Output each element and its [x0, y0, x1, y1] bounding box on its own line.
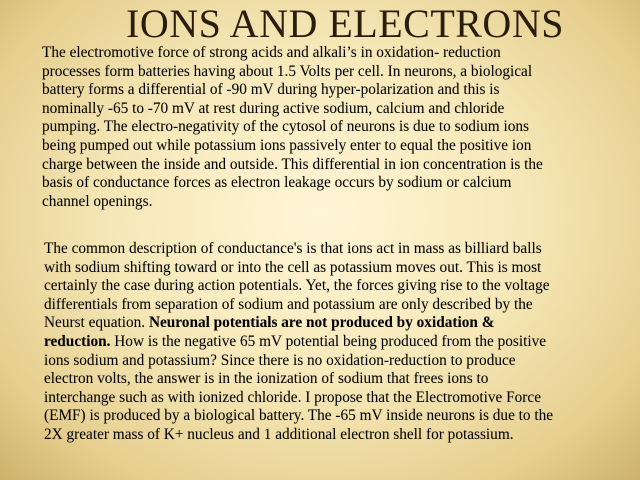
paragraph-1-line: basis of conductance forces as electron leakage occurs by sodium or calcium — [42, 174, 512, 192]
paragraph-1-line: charge between the inside and outside. This differential in ion concentration is the — [42, 155, 543, 173]
paragraph-2-line: (EMF) is produced by a biological battery. The -65 mV inside neurons is due to the — [44, 407, 554, 425]
paragraph-1 — [26, 44, 638, 211]
paragraph-1-line: pumping. The electro-negativity of the cytosol of neurons is due to sodium ions — [42, 118, 530, 136]
paragraph-2-line: 2X greater mass of K+ nucleus and 1 additional electron shell for potassium. — [44, 425, 514, 443]
paragraph-1-line: The electromotive force of strong acids and alkali’s in oxidation- reduction — [42, 44, 501, 61]
paragraph-2-line: certainly the case during action potentials. Yet, the forces giving rise to the voltage — [44, 277, 550, 295]
paragraph-1-line: nominally -65 to -70 mV at rest during active sodium, calcium and chloride — [42, 99, 505, 117]
paragraph-1-line: channel openings. — [42, 192, 153, 210]
paragraph-2-line — [26, 333, 638, 352]
paragraph-2-line: differentials from separation of sodium and potassium are only described by the — [44, 295, 533, 313]
emphasis-statement: reduction. — [44, 332, 111, 350]
paragraph-2-line: electron volts, the answer is in the ionization of sodium that frees ions to — [44, 370, 489, 388]
emphasis-statement: Neuronal potentials are not produced by oxidation & — [148, 314, 495, 332]
paragraph-2-line — [26, 314, 638, 333]
paragraph-1-line: being pumped out while potassium ions passively enter to equal the positive ion — [42, 136, 532, 154]
paragraph-2-line: interchange such as with ionized chloride. I propose that the Electromotive Force — [44, 388, 541, 406]
paragraph-1-line: battery forms a differential of -90 mV during hyper-polarization and this is — [42, 81, 500, 99]
slide-title: IONS AND ELECTRONS — [126, 1, 564, 46]
paragraph-2 — [26, 240, 638, 445]
paragraph-2-line: The common description of conductance's is that ions act in mass as billiard balls — [44, 240, 542, 257]
paragraph-2-line: with sodium shifting toward or into the cell as potassium moves out. This is most — [44, 258, 542, 276]
paragraph-2-text: How is the negative 65 mV potential being produced from the positive — [110, 332, 547, 350]
paragraph-1-line: processes form batteries having about 1.5 Volts per cell. In neurons, a biological — [42, 62, 533, 80]
paragraph-2-text: Neurst equation. — [44, 314, 149, 332]
paragraph-2-line: ions sodium and potassium? Since there is no oxidation-reduction to produce — [44, 351, 516, 369]
